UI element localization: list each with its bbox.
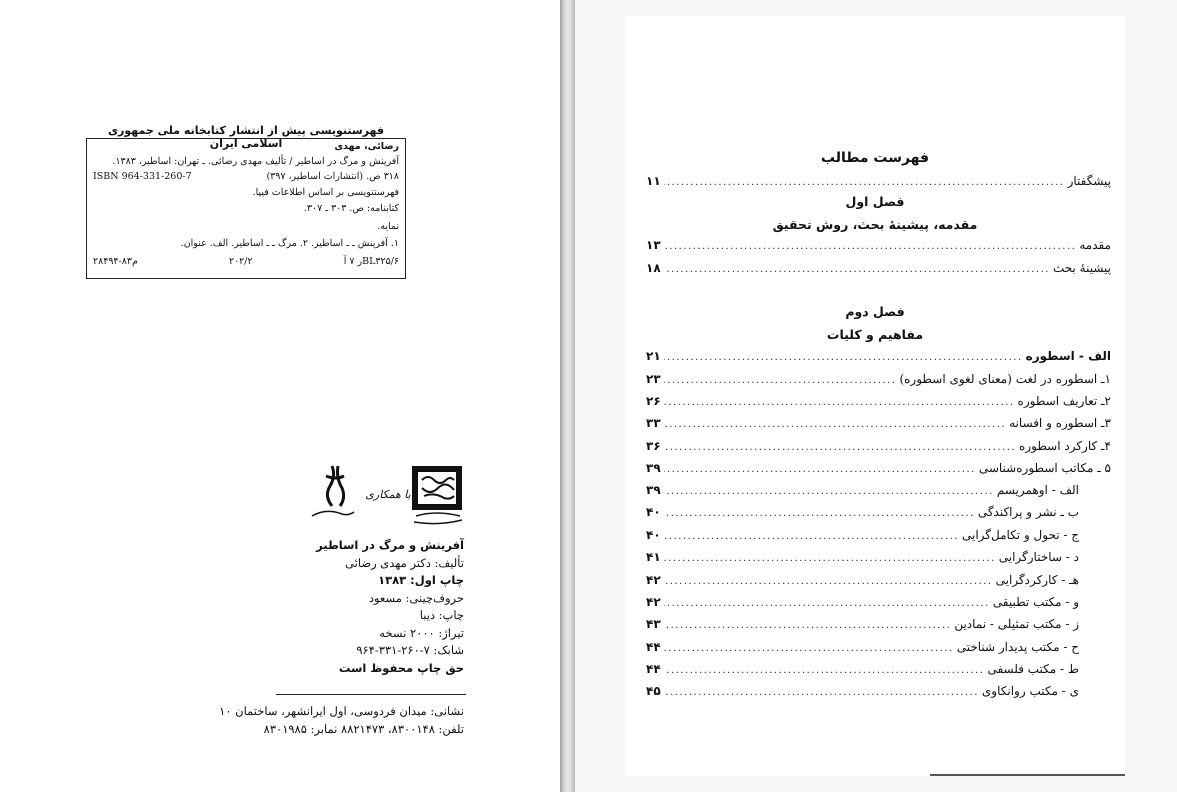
cip-fipa: فهرستنویسی بر اساس اطلاعات فیپا. (252, 187, 399, 198)
toc-leader (664, 397, 1015, 408)
imprint-typesetting: حروف‌چینی: مسعود (368, 590, 464, 605)
toc-entry[interactable] (646, 349, 1111, 367)
toc-entry-title: الف - اسطوره (1025, 349, 1111, 363)
toc-entry[interactable] (646, 261, 1111, 279)
chapter1-heading: فصل اول (845, 194, 905, 209)
toc-leader (664, 508, 975, 519)
toc-entry-title: ز - مکتب تمثیلی - نمادین (954, 617, 1079, 631)
asatir-logo-icon (412, 466, 462, 524)
cip-call-number: BL۳۲۵/۶ر ۷ آ (343, 256, 399, 267)
address-phone: تلفن: ۸۳۰۰۱۴۸، ۸۸۲۱۴۷۳ نمابر: ۸۳۰۱۹۸۵ (263, 721, 464, 736)
toc-entry-page: ۴۰ (646, 528, 661, 542)
toc-entry[interactable] (646, 461, 1111, 479)
toc-entry-page: ۴۴ (646, 640, 661, 654)
cip-author: رضائی، مهدی (334, 141, 399, 152)
toc-entry-title: پیشگفتار (1067, 174, 1111, 188)
imprint-printing: چاپ: دیبا (419, 608, 464, 622)
toc-entry[interactable] (646, 174, 1111, 192)
toc-entry-page: ۲۱ (646, 349, 661, 363)
imprint-circulation: تیراژ: ۲۰۰۰ نسخه (379, 625, 464, 640)
imprint-rights: حق چاپ محفوظ است (338, 660, 464, 675)
toc-entry[interactable] (646, 573, 1111, 591)
toc-entry-page: ۴۱ (646, 550, 661, 564)
toc-leader (664, 643, 954, 654)
toc-entry-page: ۳۳ (646, 416, 661, 430)
toc-entry[interactable] (646, 640, 1111, 658)
toc-entry-title: د - ساختارگرایی (998, 550, 1079, 564)
toc-entry[interactable] (646, 684, 1111, 702)
cip-title: فهرستنویسی پیش از انتشار کتابخانه ملی جمهوری اسلامی ایران (107, 124, 385, 150)
toc-entry-title: ۵ ـ مکاتب اسطوره‌شناسی (978, 461, 1111, 475)
toc-entry-page: ۳۹ (646, 461, 661, 475)
toc-leader (664, 352, 1023, 363)
toc-entry-title: ب ـ نشر و پراکندگی (977, 505, 1079, 519)
imprint-edition: چاپ اول: ۱۳۸۳ (378, 573, 464, 587)
toc-leader (664, 553, 996, 564)
toc-leader (664, 665, 985, 676)
toc-leader (664, 531, 959, 542)
toc-entry-page: ۲۶ (646, 394, 661, 408)
imprint (204, 537, 464, 677)
toc-leader (664, 576, 993, 587)
right-page (575, 0, 1177, 792)
toc-entry-title: ج - تحول و تکامل‌گرایی (961, 528, 1079, 542)
publisher-logos (306, 462, 466, 528)
toc-leader (664, 241, 1077, 252)
cip-subjects: ۱. آفرینش ـ ـ اساطیر. ۲. مرگ ـ ـ اساطیر. الف. عنوان. (180, 238, 399, 249)
imprint-isbn: شابک: ۷-۲۶۰-۳۳۱-۹۶۴ (356, 643, 464, 657)
toc-entry-page: ۱۸ (646, 261, 661, 275)
partner-text: با همکاری (365, 488, 411, 501)
toc-entry[interactable] (646, 617, 1111, 635)
toc-entry[interactable] (646, 439, 1111, 457)
toc-leader (664, 264, 1050, 275)
partner-logo-icon (312, 466, 354, 516)
chapter2-heading: فصل دوم (845, 304, 905, 319)
toc-leader (664, 442, 1016, 453)
publisher-address (144, 703, 464, 738)
toc-page (625, 16, 1125, 776)
toc-entry-page: ۱۳ (646, 238, 661, 252)
cip-pages: ۳۱۸ ص. (انتشارات اساطیر، ۳۹۷) (266, 171, 399, 182)
imprint-book-title: آفرینش و مرگ در اساطیر (316, 538, 464, 552)
toc-entry-page: ۴۲ (646, 595, 661, 609)
toc-entry[interactable] (646, 394, 1111, 412)
toc-entry-title: پیشینهٔ بحث (1052, 261, 1111, 275)
cip-pages-row (93, 170, 399, 184)
cip-bibliography: کتابنامه: ص. ۳۰۳ ـ ۳۰۷. (303, 203, 399, 214)
toc-entry[interactable] (646, 528, 1111, 546)
toc-entry-page: ۴۴ (646, 662, 661, 676)
toc-entry[interactable] (646, 483, 1111, 501)
cip-box (86, 138, 406, 279)
toc-entry-title: ی - مکتب روانکاوی (981, 684, 1079, 698)
toc-leader (664, 419, 1006, 430)
toc-title: فهرست مطالب (820, 150, 930, 166)
cip-dewey: ۲۰۲/۲ (228, 256, 253, 267)
toc-entry-title: ۲ـ تعاریف اسطوره (1017, 394, 1111, 408)
toc-entry-page: ۴۵ (646, 684, 661, 698)
toc-entry-title: ۴ـ کارکرد اسطوره (1019, 439, 1111, 453)
page-bottom-rule (930, 774, 1125, 776)
toc-entry-title: ۳ـ اسطوره و افسانه (1009, 416, 1111, 430)
cip-lib-number: م۸۳-۲۸۴۹۴ (93, 256, 138, 267)
toc-entry-page: ۴۲ (646, 573, 661, 587)
toc-entry-title: ح - مکتب پدیدار شناختی (956, 640, 1079, 654)
toc-entry[interactable] (646, 595, 1111, 613)
chapter1-subtitle: مقدمه، پیشینهٔ بحث، روش تحقیق (772, 217, 978, 232)
toc-entry[interactable] (646, 238, 1111, 256)
toc-entry-page: ۲۳ (646, 372, 661, 386)
toc-leader (664, 486, 994, 497)
page-gutter (560, 0, 575, 792)
cip-title-line: آفرینش و مرگ در اساطیر / تألیف مهدی رضائی. ـ تهران: اساطیر، ۱۳۸۳. (112, 156, 399, 167)
imprint-author: تألیف: دکتر مهدی رضائی (345, 555, 464, 570)
cip-classification-row (93, 255, 399, 269)
toc-entry-page: ۴۰ (646, 505, 661, 519)
toc-entry-page: ۳۶ (646, 439, 661, 453)
toc-entry-page: ۴۳ (646, 617, 661, 631)
toc-leader (664, 464, 976, 475)
toc-entry-title: و - مکتب تطبیقی (992, 595, 1079, 609)
toc-entry[interactable] (646, 372, 1111, 390)
cip-isbn: ISBN 964-331-260-7 (93, 171, 192, 182)
toc-entry[interactable] (646, 416, 1111, 434)
chapter2-subtitle: مفاهیم و کلیات (826, 327, 924, 342)
toc-entry-title: مقدمه (1079, 238, 1111, 252)
toc-leader (664, 177, 1065, 188)
toc-entry-title: ط - مکتب فلسفی (987, 662, 1079, 676)
toc-leader (664, 687, 979, 698)
toc-entry-page: ۳۹ (646, 483, 661, 497)
toc-entry-page: ۱۱ (646, 174, 661, 188)
toc-entry[interactable] (646, 550, 1111, 568)
cip-index: نمایه. (377, 221, 399, 232)
toc-entry-title: الف - اوهمریسم (996, 483, 1079, 497)
imprint-divider (276, 694, 466, 695)
address-location: نشانی: میدان فردوسی، اول ایرانشهر، ساختمان ۱۰ (219, 704, 464, 718)
toc-entry-title: ۱ـ اسطوره در لغت (معنای لغوی اسطوره) (899, 372, 1111, 386)
left-page (0, 0, 560, 792)
toc-leader (664, 620, 952, 631)
toc-leader (664, 598, 990, 609)
toc-leader (664, 375, 897, 386)
toc-entry[interactable] (646, 505, 1111, 523)
toc-entry[interactable] (646, 662, 1111, 680)
toc-entry-title: هـ - کارکردگرایی (995, 573, 1079, 587)
